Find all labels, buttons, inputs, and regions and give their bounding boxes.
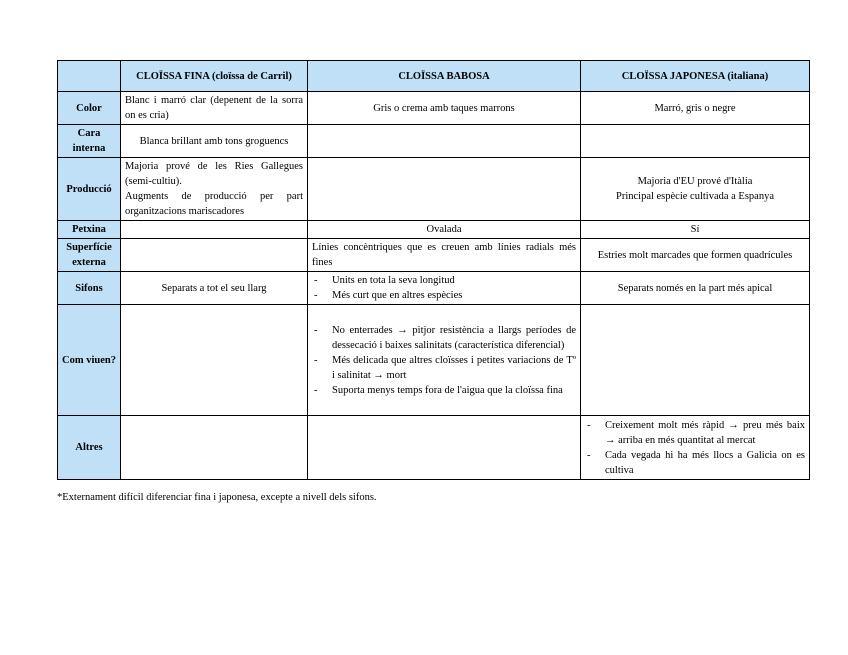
cell-text: Separats només en la part més apical — [617, 282, 773, 294]
cell-text: Sí — [690, 224, 700, 235]
cell-fina — [121, 239, 308, 272]
cell-text: Ovalada — [426, 224, 462, 235]
cell-fina — [121, 221, 308, 239]
cell-japonesa — [581, 416, 810, 480]
cell-japonesa — [581, 158, 810, 221]
header-row — [58, 61, 810, 92]
cell-text: Majoria d'EU prové d'Itàlia — [637, 176, 753, 187]
row-label: Cara interna — [58, 125, 121, 158]
cell-babosa — [308, 416, 581, 480]
cell-text: Marró, gris o negre — [654, 102, 736, 114]
row-label: Producció — [58, 158, 121, 221]
cell-text: Estries molt marcades que formen quadrícules — [597, 249, 793, 261]
table-row — [58, 221, 810, 239]
cell-japonesa — [581, 239, 810, 272]
cell-fina — [121, 272, 308, 305]
cell-japonesa — [581, 92, 810, 125]
cell-text: Principal espècie cultivada a Espanya — [615, 191, 775, 202]
list-item: - Suporta menys temps fora de l'aigua que la cloïssa fina — [312, 383, 576, 398]
cell-babosa — [308, 305, 581, 416]
cell-fina — [121, 416, 308, 480]
bullet-list — [312, 323, 576, 398]
cell-fina — [121, 92, 308, 125]
comparison-table — [57, 60, 810, 480]
row-label: Superfície externa — [58, 239, 121, 272]
cell-japonesa — [581, 272, 810, 305]
cell-babosa — [308, 239, 581, 272]
bullet-list — [312, 273, 576, 303]
row-label: Altres — [58, 416, 121, 480]
table-row — [58, 158, 810, 221]
cell-fina — [121, 305, 308, 416]
table-row — [58, 272, 810, 305]
cell-babosa — [308, 125, 581, 158]
cell-babosa — [308, 92, 581, 125]
row-label: Com viuen? — [58, 305, 121, 416]
table-row — [58, 416, 810, 480]
cell-text: Gris o crema amb taques marrons — [373, 102, 515, 114]
cell-babosa — [308, 272, 581, 305]
cell-japonesa — [581, 305, 810, 416]
cell-text: Blanc i marró clar (depenent de la sorra on es cria) — [125, 95, 303, 121]
cell-text: Línies concèntriques que es creuen amb línies radials més fines — [312, 242, 576, 268]
table-row — [58, 92, 810, 125]
list-item: - Cada vegada hi ha més llocs a Galicia on es cultiva — [585, 448, 805, 478]
row-label: Sifons — [58, 272, 121, 305]
cell-text: Separats a tot el seu llarg — [161, 282, 267, 294]
list-item: - Més curt que en altres espècies — [312, 288, 576, 303]
table-row — [58, 125, 810, 158]
cell-fina — [121, 125, 308, 158]
cell-text: Augments de producció per part organitzacions mariscadores — [125, 191, 303, 217]
table-row — [58, 239, 810, 272]
cell-text: Majoria prové de les Ries Gallegues (semi-cultiu). — [125, 161, 303, 187]
header-corner — [58, 61, 121, 92]
list-item: - Units en tota la seva longitud — [312, 273, 576, 288]
footnote: *Externament difícil diferenciar fina i japonesa, excepte a nivell dels sifons. — [57, 492, 377, 503]
header-cloissa-babosa: CLOÏSSA BABOSA — [308, 61, 581, 92]
row-label: Petxina — [58, 221, 121, 239]
row-label: Color — [58, 92, 121, 125]
list-item: - Creixement molt més ràpid → preu més baix → arriba en més quantitat al mercat — [585, 418, 805, 448]
header-cloissa-fina: CLOÏSSA FINA (cloïssa de Carril) — [121, 61, 308, 92]
cell-babosa — [308, 158, 581, 221]
cell-text: Blanca brillant amb tons groguencs — [139, 135, 289, 147]
table-row — [58, 305, 810, 416]
bullet-list — [585, 418, 805, 478]
cell-babosa — [308, 221, 581, 239]
list-item: - Més delicada que altres cloïsses i petites variacions de Tº i salinitat → mort — [312, 353, 576, 383]
header-cloissa-japonesa: CLOÏSSA JAPONESA (italiana) — [581, 61, 810, 92]
cell-fina — [121, 158, 308, 221]
cell-japonesa — [581, 221, 810, 239]
list-item: - No enterrades → pitjor resistència a llargs períodes de dessecació i baixes salinitats (característica diferencial) — [312, 323, 576, 353]
cell-japonesa — [581, 125, 810, 158]
